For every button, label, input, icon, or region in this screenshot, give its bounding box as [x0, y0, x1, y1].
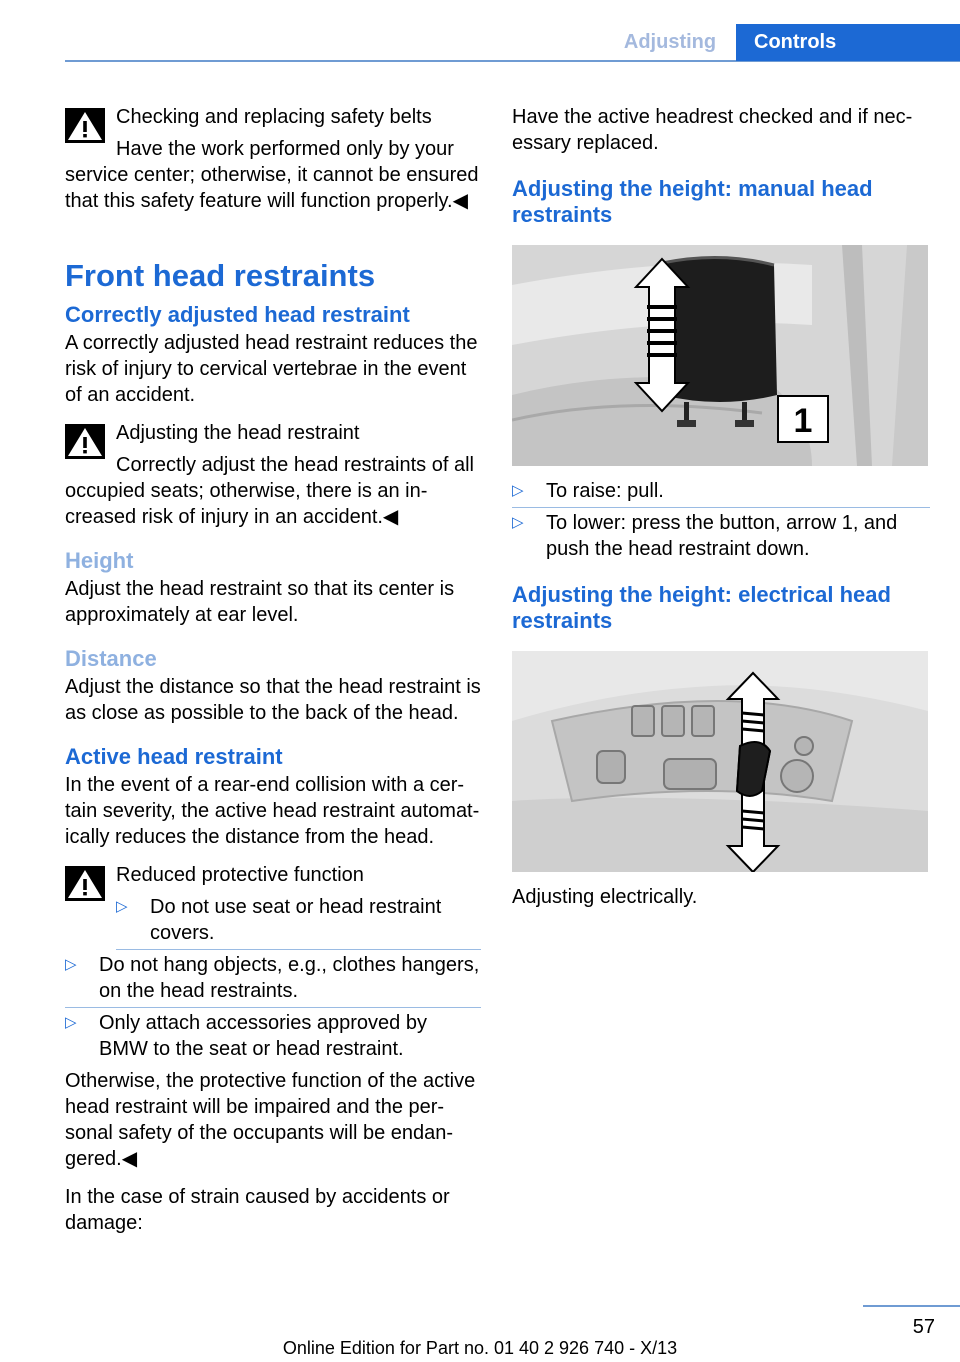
warning-bullet-list	[116, 894, 481, 946]
list-item	[512, 478, 930, 504]
triangle-bullet-icon: ▷	[512, 514, 524, 531]
warning-safety-belts	[65, 104, 481, 214]
paragraph-active-head-restraint: In the event of a rear-end collision with a cer‐tain severity, the active head restraint automat‐ically reduces the distance from the head.	[65, 774, 480, 848]
paragraph-correctly-adjusted: A correctly adjusted head restraint reduces the risk of injury to cervical vertebrae in the event of an accident.	[65, 332, 478, 406]
paragraph-height: Adjust the head restraint so that its center is approximately at ear level.	[65, 578, 455, 626]
subheading-correctly-adjusted: Correctly adjusted head restraint	[65, 302, 410, 327]
subheading-height: Height	[65, 548, 134, 573]
warning-reduced-protective-function	[65, 862, 481, 946]
list-item-text: Do not hang objects, e.g., clothes hangers, on the head restraints.	[99, 954, 480, 1002]
warning-triangle-icon	[65, 108, 105, 143]
list-item-text: To raise: pull.	[546, 480, 664, 502]
page-number: 57	[912, 1316, 935, 1338]
divider	[116, 949, 481, 950]
warning-title: Reduced protective function	[116, 864, 364, 886]
warning-adjusting-head-restraint	[65, 420, 481, 530]
subheading-active-head-restraint: Active head restraint	[65, 744, 283, 769]
figure-caption: Adjusting electrically.	[512, 886, 698, 908]
list-item	[65, 952, 481, 1004]
list-item	[65, 1010, 481, 1062]
footer-edition: Online Edition for Part no. 01 40 2 926 740 - X/13	[282, 1338, 678, 1358]
bullet-list-manual-adjustment	[512, 478, 930, 562]
triangle-bullet-icon: ▷	[65, 956, 77, 973]
warning-body: Have the work performed only by your service center; otherwise, it cannot be ensured that this safety feature will function properly.◀	[65, 138, 479, 212]
list-item	[512, 510, 930, 562]
bullet-list-restrictions	[65, 952, 481, 1062]
figure-electrical-head-restraint	[512, 651, 928, 872]
warning-title: Checking and replacing safety belts	[116, 106, 432, 128]
right-column	[512, 104, 930, 910]
paragraph-strain: In the case of strain caused by accidents or damage:	[65, 1186, 450, 1234]
paragraph-have-checked: Have the active headrest checked and if nec‐essary replaced.	[512, 106, 913, 154]
warning-body: Correctly adjust the head restraints of all occupied seats; otherwise, there is an in‐creased risk of injury in an accident.◀	[65, 454, 474, 528]
list-item-text: Do not use seat or head restraint covers.	[150, 896, 442, 944]
manual-head-restraint-illustration	[512, 245, 928, 466]
triangle-bullet-icon: ▷	[116, 898, 128, 915]
header-chapter-tab[interactable]: Controls	[736, 24, 960, 61]
warning-title: Adjusting the head restraint	[116, 422, 360, 444]
divider	[512, 507, 930, 508]
callout-number: 1	[793, 402, 813, 440]
list-item-text: Only attach accessories approved by BMW to the seat or head restraint.	[99, 1012, 427, 1060]
section-heading-front-head-restraints: Front head restraints	[65, 258, 376, 293]
paragraph-distance: Adjust the distance so that the head restraint is as close as possible to the back of the head.	[65, 676, 481, 724]
subheading-distance: Distance	[65, 646, 157, 671]
list-item-text: To lower: press the button, arrow 1, and push the head restraint down.	[546, 512, 898, 560]
subheading-electrical-head-restraints: Adjusting the height: electrical head restraints	[512, 582, 891, 633]
page-number-rule	[863, 1305, 960, 1307]
figure-manual-head-restraint	[512, 245, 928, 466]
warning-triangle-icon	[65, 866, 105, 901]
triangle-bullet-icon: ▷	[512, 482, 524, 499]
subheading-manual-head-restraints: Adjusting the height: manual head restraints	[512, 176, 873, 227]
electrical-seat-controls-illustration	[512, 651, 928, 872]
header-section-tab[interactable]: Adjusting	[623, 31, 717, 53]
triangle-bullet-icon: ▷	[65, 1014, 77, 1031]
list-item	[116, 894, 481, 946]
warning-triangle-icon	[65, 424, 105, 459]
divider	[65, 1007, 481, 1008]
left-column	[65, 104, 481, 1236]
paragraph-otherwise: Otherwise, the protective function of the active head restraint will be impaired and the per‐sonal safety of the occupants will be endan‐gered.◀	[65, 1070, 476, 1170]
